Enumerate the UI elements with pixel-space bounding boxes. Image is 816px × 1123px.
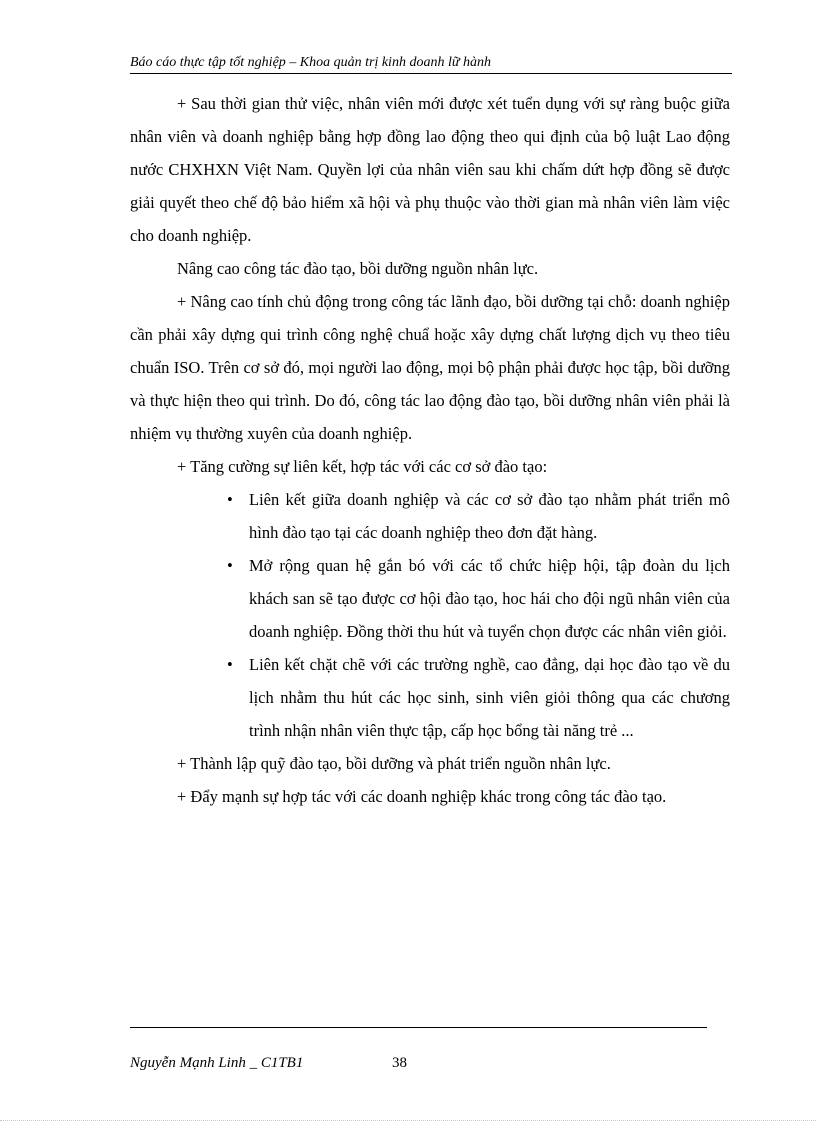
paragraph: + Đẩy mạnh sự hợp tác với các doanh nghiệp khác trong công tác đào tạo. [177, 787, 667, 806]
paragraph: + Nâng cao tính chủ động trong công tác lãnh đạo, bồi dưỡng tại chỗ: doanh nghiệp cần phải xây dựng qui trình công nghệ chuẩ hoặc xây dựng chất lượng dịch vụ theo tiêu chuẩn ISO. Trên cơ sở đó, mọi người lao động, mọi bộ phận phải được học tập, bồi dưỡng và thực hiện theo qui trình. Do đó, công tác lao động đào tạo, bồi dưỡng nhân viên phải là nhiệm vụ thường xuyên của doanh nghiệp. [130, 292, 730, 443]
bullet-icon: • [227, 655, 233, 674]
paragraph: + Thành lập quỹ đào tạo, bồi dưỡng và phát triển nguồn nhân lực. [177, 754, 611, 773]
list-item-text: Liên kết chặt chẽ với các trường nghề, cao đẳng, dại học đào tạo về du lịch nhằm thu hút các học sinh, sinh viên giỏi thông qua các chương trình nhận nhân viên thực tập, cấp học bổng tài năng trẻ ... [249, 655, 730, 740]
list-item [130, 483, 730, 549]
list-item-text: Mở rộng quan hệ gắn bó với các tổ chức hiệp hội, tập đoàn du lịch khách san sẽ tạo được cơ hội đào tạo, hoc hái cho đội ngũ nhân viên của doanh nghiệp. Đồng thời thu hút và tuyển chọn được các nhân viên giỏi. [249, 556, 730, 641]
footer-divider [130, 1027, 707, 1028]
paragraph: + Sau thời gian thử việc, nhân viên mới được xét tuển dụng với sự ràng buộc giữa nhân viên và doanh nghiệp bằng hợp đồng lao động theo qui định của bộ luật Lao động nước CHXHXN Việt Nam. Quyền lợi của nhân viên sau khi chấm dứt hợp đồng sẽ được giải quyết theo chế độ bảo hiểm xã hội và phụ thuộc vào thời gian mà nhân viên làm việc cho doanh nghiệp. [130, 94, 730, 245]
page-number: 38 [392, 1055, 407, 1071]
document-body [130, 87, 730, 813]
running-header: Báo cáo thực tập tốt nghiệp – Khoa quản trị kinh doanh lữ hành [130, 55, 732, 74]
list-item [130, 549, 730, 648]
paragraph: Nâng cao công tác đào tạo, bồi dưỡng nguồn nhân lực. [177, 259, 539, 278]
bullet-icon: • [227, 556, 233, 575]
list-item-text: Liên kết giữa doanh nghiệp và các cơ sở đào tạo nhằm phát triển mô hình đào tạo tại các doanh nghiệp theo đơn đặt hàng. [249, 490, 730, 542]
bullet-icon: • [227, 490, 233, 509]
page-edge-divider [0, 1120, 816, 1121]
list-item [130, 648, 730, 747]
bullet-list [130, 483, 730, 747]
footer-author: Nguyễn Mạnh Linh _ C1TB1 [130, 1055, 304, 1071]
paragraph: + Tăng cường sự liên kết, hợp tác với các cơ sở đào tạo: [177, 457, 548, 476]
